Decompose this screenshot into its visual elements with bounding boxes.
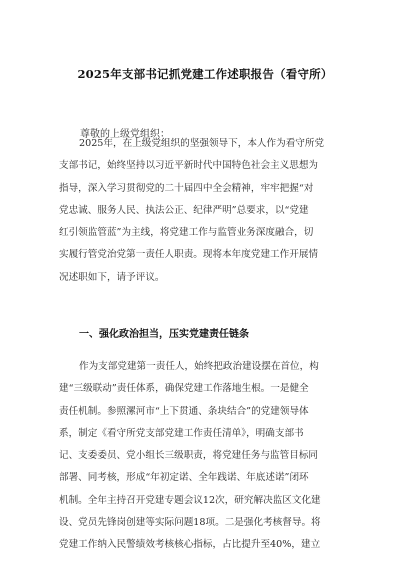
intro-paragraph [59,133,359,289]
section-paragraph [59,356,359,557]
paragraph-line: 责任机制。参照漯河市“上下贯通、条块结合”的党建领导体 [59,405,309,417]
paragraph-line: 支部书记，始终坚持以习近平新时代中国特色社会主义思想为 [59,160,319,172]
paragraph-line: 2025年，在上级党组织的坚强领导下，本人作为看守所党 [79,138,325,149]
paragraph-line: 机制。全年主持召开党建专题会议12次，研究解决监区文化建 [59,494,321,506]
section-heading: 一、强化政治担当，压实党建责任链条 [79,329,249,340]
paragraph-line: 党忠诚、服务人民、执法公正、纪律严明”总要求，以“党建 [59,204,309,216]
salutation: 尊敬的上级党组织： [80,129,170,140]
document-title: 2025年支部书记抓党建工作述职报告（看守所） [77,67,333,81]
paragraph-line: 部署、同考核，形成“年初定诺、全年践诺、年底述诺”闭环 [59,472,309,484]
paragraph-line: 指导，深入学习贯彻党的二十届四中全会精神，牢牢把握“对 [59,182,314,194]
paragraph-line: 建“三级联动”责任体系，确保党建工作落地生根。一是健全 [59,383,309,395]
paragraph-line: 设、党员先锋岗创建等实际问题18项。二是强化考核督导。将 [59,517,321,529]
paragraph-line: 记、支委委员、党小组长三级职责，将党建任务与监管目标同 [59,450,319,462]
paragraph-line: 况述职如下，请予评议。 [59,271,165,283]
paragraph-line: 系，制定《看守所党支部党建工作责任清单》，明确支部书 [59,427,304,439]
paragraph-line: 红引领监管蓝”为主线，将党建工作与监管业务深度融合，切 [59,227,314,239]
paragraph-line: 作为支部党建第一责任人，始终把政治建设摆在首位，构 [79,361,319,372]
paragraph-line: 党建工作纳入民警绩效考核核心指标，占比提升至40%，建立 [59,539,321,551]
paragraph-line: 实履行管党治党第一责任人职责。现将本年度党建工作开展情 [59,249,319,261]
